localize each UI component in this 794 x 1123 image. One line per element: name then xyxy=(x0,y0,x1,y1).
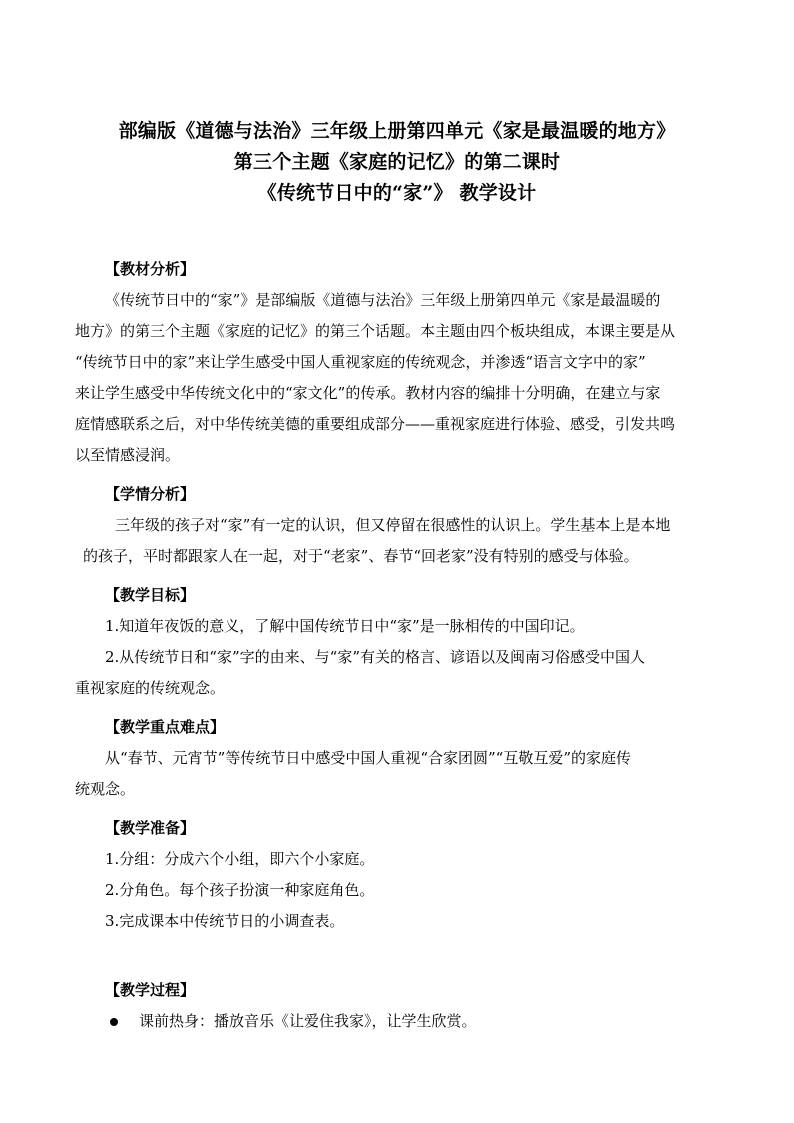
prep-item-3: 3.完成课本中传统节日的小调查表。 xyxy=(105,912,345,930)
goals-item-2-cont: 重视家庭的传统观念。 xyxy=(75,679,226,697)
process-bullet-item xyxy=(75,1006,725,1037)
students-heading: 【学情分析】 xyxy=(105,485,196,503)
prep-item-2: 2.分角色。每个孩子扮演一种家庭角色。 xyxy=(105,881,375,899)
goals-item-2: 2.从传统节日和“家”字的由来、与“家”有关的格言、谚语以及闽南习俗感受中国人 xyxy=(105,648,645,666)
document-title xyxy=(0,116,794,209)
keypoints-line-2: 统观念。 xyxy=(75,780,136,798)
students-line-1: 三年级的孩子对“家”有一定的认识，但又停留在很感性的认识上。学生基本上是本地 xyxy=(115,516,671,534)
prep-item-1: 1.分组：分成六个小组，即六个小家庭。 xyxy=(105,850,375,868)
prep-heading: 【教学准备】 xyxy=(105,819,196,837)
title-line-2: 第三个主题《家庭的记忆》的第二课时 xyxy=(233,151,561,173)
materials-line-1: 《传统节日中的“家”》是部编版《道德与法治》三年级上册第四单元《家是最温暖的 xyxy=(105,291,661,309)
materials-line-5: 庭情感联系之后，对中华传统美德的重要组成部分——重视家庭进行体验、感受，引发共鸣 xyxy=(75,415,676,433)
materials-line-2: 地方》的第三个主题《家庭的记忆》的第三个话题。本主题由四个板块组成，本课主要是从 xyxy=(75,322,676,340)
materials-heading: 【教材分析】 xyxy=(105,260,196,278)
materials-line-6: 以至情感浸润。 xyxy=(75,446,181,464)
process-bullet-text: 课前热身：播放音乐《让爱住我家》，让学生欣赏。 xyxy=(139,1012,477,1030)
bullet-icon xyxy=(110,1018,118,1026)
students-line-2: 的孩子，平时都跟家人在一起，对于“老家”、春节“回老家”没有特别的感受与体验。 xyxy=(83,547,639,565)
keypoints-line-1: 从“春节、元宵节”等传统节日中感受中国人重视“合家团圆”“互敬互爱”的家庭传 xyxy=(105,749,632,767)
title-line-1: 部编版《道德与法治》三年级上册第四单元《家是最温暖的地方》 xyxy=(118,120,676,142)
goals-heading: 【教学目标】 xyxy=(105,586,196,604)
goals-item-1: 1.知道年夜饭的意义，了解中国传统节日中“家”是一脉相传的中国印记。 xyxy=(105,617,585,635)
materials-line-4: 来让学生感受中华传统文化中的“家文化”的传承。教材内容的编排十分明确，在建立与家 xyxy=(75,384,661,402)
materials-line-3: “传统节日中的家”来让学生感受中国人重视家庭的传统观念，并渗透“语言文字中的家” xyxy=(75,353,646,371)
process-heading: 【教学过程】 xyxy=(105,981,196,999)
title-line-3: 《传统节日中的“家”》 教学设计 xyxy=(257,182,537,204)
keypoints-heading: 【教学重点难点】 xyxy=(105,718,226,736)
document-body xyxy=(75,254,725,1037)
